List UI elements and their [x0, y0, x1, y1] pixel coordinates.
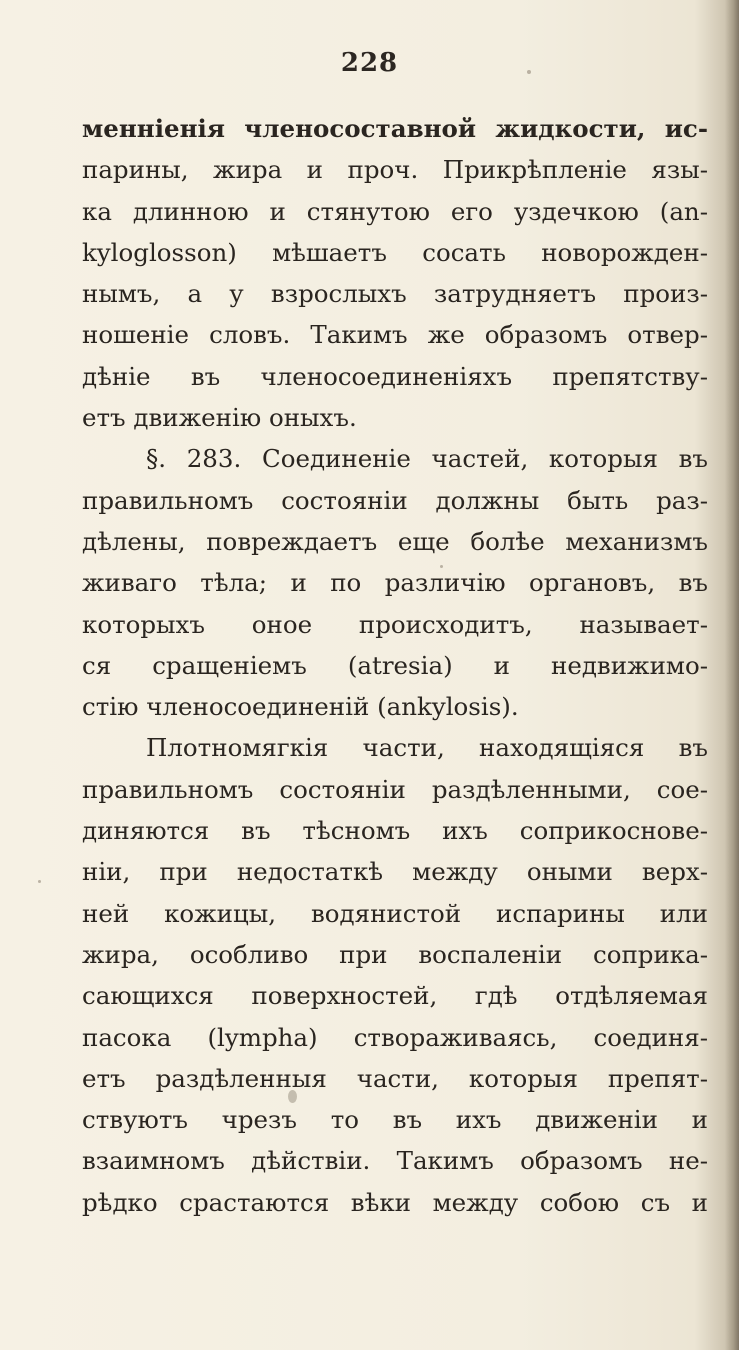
- text-line: взаимномъ дѣйствіи. Такимъ образомъ не-: [82, 1146, 708, 1176]
- text-line: Плотномягкія части, находящіяся въ: [146, 733, 708, 763]
- text-line: етъ движенію оныхъ.: [82, 403, 357, 433]
- text-line: дѣлены, повреждаетъ еще болѣе механизмъ: [82, 526, 708, 556]
- text-line: которыхъ оное происходитъ, называет-: [82, 609, 708, 639]
- text-line: kyloglosson) мѣшаетъ сосать новорожден-: [82, 237, 708, 267]
- text-line: правильномъ состояніи раздѣленными, сое-: [82, 774, 708, 804]
- text-line: ствуютъ чрезъ то въ ихъ движеніи и: [82, 1105, 708, 1135]
- text-line: пасока (lympha) створаживаясь, соединя-: [82, 1022, 708, 1052]
- body-text: [82, 108, 708, 1223]
- text-line: ней кожицы, водянистой испарины или: [82, 898, 708, 928]
- text-line: правильномъ состояніи должны быть раз-: [82, 485, 708, 515]
- text-line: ся сращеніемъ (atresia) и недвижимо-: [82, 650, 708, 680]
- text-line: ка длинною и стянутою его уздечкою (an-: [82, 196, 708, 226]
- text-line: рѣдко срастаются вѣки между собою съ и: [82, 1187, 708, 1217]
- text-line: менніенія членосоставной жидкости, ис-: [82, 114, 708, 143]
- paper-speck: [288, 1090, 297, 1103]
- page-number: 228: [340, 48, 399, 78]
- section-heading-line: §. 283. Соединеніе частей, которыя въ: [146, 444, 708, 474]
- page-edge-shadow: [725, 0, 739, 1350]
- text-line: сающихся поверхностей, гдѣ отдѣляемая: [82, 981, 708, 1011]
- paper-speck: [440, 565, 443, 568]
- paper-speck: [38, 880, 41, 883]
- text-line: диняются въ тѣсномъ ихъ соприкоснове-: [82, 816, 708, 846]
- text-line: дѣніе въ членосоединеніяхъ препятству-: [82, 361, 708, 391]
- text-line: ніи, при недостаткѣ между оными верх-: [82, 857, 708, 887]
- text-line: ношеніе словъ. Такимъ же образомъ отвер-: [82, 320, 708, 350]
- text-line: нымъ, а у взрослыхъ затрудняетъ произ-: [82, 279, 708, 309]
- text-line: живаго тѣла; и по различію органовъ, въ: [82, 568, 708, 598]
- text-line: етъ раздѣленныя части, которыя препят-: [82, 1063, 708, 1093]
- paper-speck: [527, 70, 531, 74]
- text-line: парины, жира и проч. Прикрѣпленіе язы-: [82, 155, 708, 185]
- text-line: стію членосоединеній (ankylosis).: [82, 692, 519, 722]
- text-line: жира, особливо при воспаленіи соприка-: [82, 939, 708, 969]
